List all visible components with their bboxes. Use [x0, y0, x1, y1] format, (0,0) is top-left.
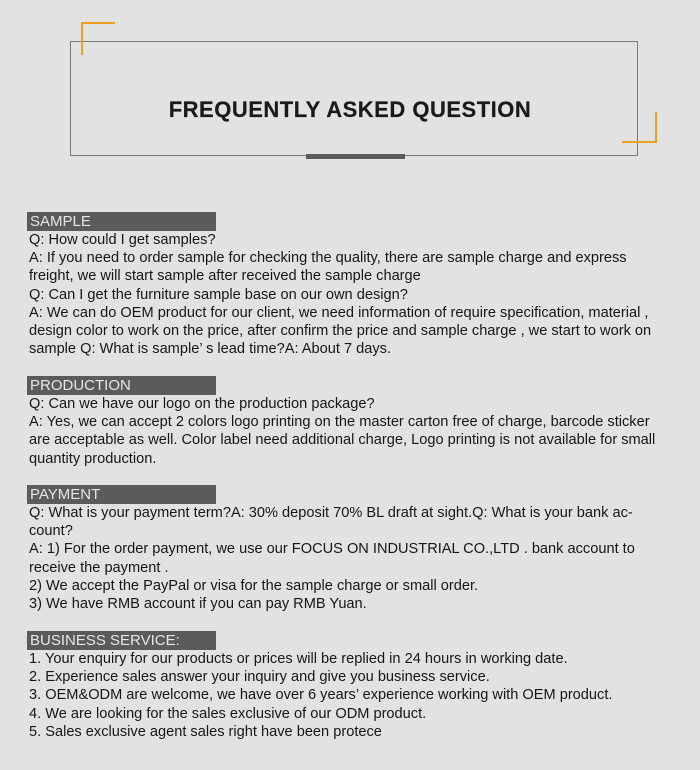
text-line: are acceptable as well. Color label need additional charge, Logo printing is not available for small	[29, 432, 656, 449]
text-line: design color to work on the price, after confirm the price and sample charge , we start to work on	[29, 323, 652, 340]
text-line: 3) We have RMB account if you can pay RMB Yuan.	[29, 596, 367, 613]
section-heading: PAYMENT	[27, 485, 216, 504]
text-line: 2) We accept the PayPal or visa for the sample charge or small order.	[29, 577, 479, 594]
section-sample	[27, 212, 697, 358]
text-line: A: 1) For the order payment, we use our FOCUS ON INDUSTRIAL CO.,LTD . bank account to	[29, 541, 635, 558]
text-line: Q: How could I get samples?	[29, 232, 216, 248]
text-line: 2. Experience sales answer your inquiry and give you business service.	[29, 669, 490, 686]
text-line: quantity production.	[29, 450, 157, 467]
section-payment	[27, 485, 697, 613]
text-line: A: If you need to order sample for checking the quality, there are sample charge and express	[29, 250, 627, 267]
text-line: 3. OEM&ODM are welcome, we have over 6 years’ experience working with OEM product.	[29, 687, 613, 704]
section-business-service	[27, 631, 697, 741]
text-line: 4. We are looking for the sales exclusive of our ODM product.	[29, 705, 427, 722]
title-underline-bar	[306, 154, 405, 159]
corner-accent-top-left	[81, 22, 115, 24]
text-line: 5. Sales exclusive agent sales right have been protece	[29, 723, 382, 740]
corner-accent-bottom-right	[622, 141, 657, 143]
text-line: A: We can do OEM product for our client, we need information of require specification, material ,	[29, 304, 649, 321]
text-line: receive the payment .	[29, 559, 169, 576]
text-line: count?	[29, 523, 73, 540]
section-heading: BUSINESS SERVICE:	[27, 631, 216, 650]
text-line: Q: Can I get the furniture sample base on our own design?	[29, 286, 408, 303]
text-line: sample Q: What is sample’ s lead time?A: About 7 days.	[29, 341, 392, 358]
corner-accent-top-left-vertical	[81, 22, 83, 55]
page-title: FREQUENTLY ASKED QUESTION	[168, 97, 532, 122]
section-production	[27, 376, 697, 468]
text-line: Q: Can we have our logo on the production package?	[29, 396, 375, 412]
text-line: freight, we will start sample after received the sample charge	[29, 268, 421, 285]
section-heading: PRODUCTION	[27, 376, 216, 395]
section-heading: SAMPLE	[27, 212, 216, 231]
text-line: A: Yes, we can accept 2 colors logo printing on the master carton free of charge, barcode sticker	[29, 414, 650, 431]
text-line: 1. Your enquiry for our products or prices will be replied in 24 hours in working date.	[29, 651, 568, 667]
text-line: Q: What is your payment term?A: 30% deposit 70% BL draft at sight.Q: What is your bank ac-	[29, 505, 633, 521]
